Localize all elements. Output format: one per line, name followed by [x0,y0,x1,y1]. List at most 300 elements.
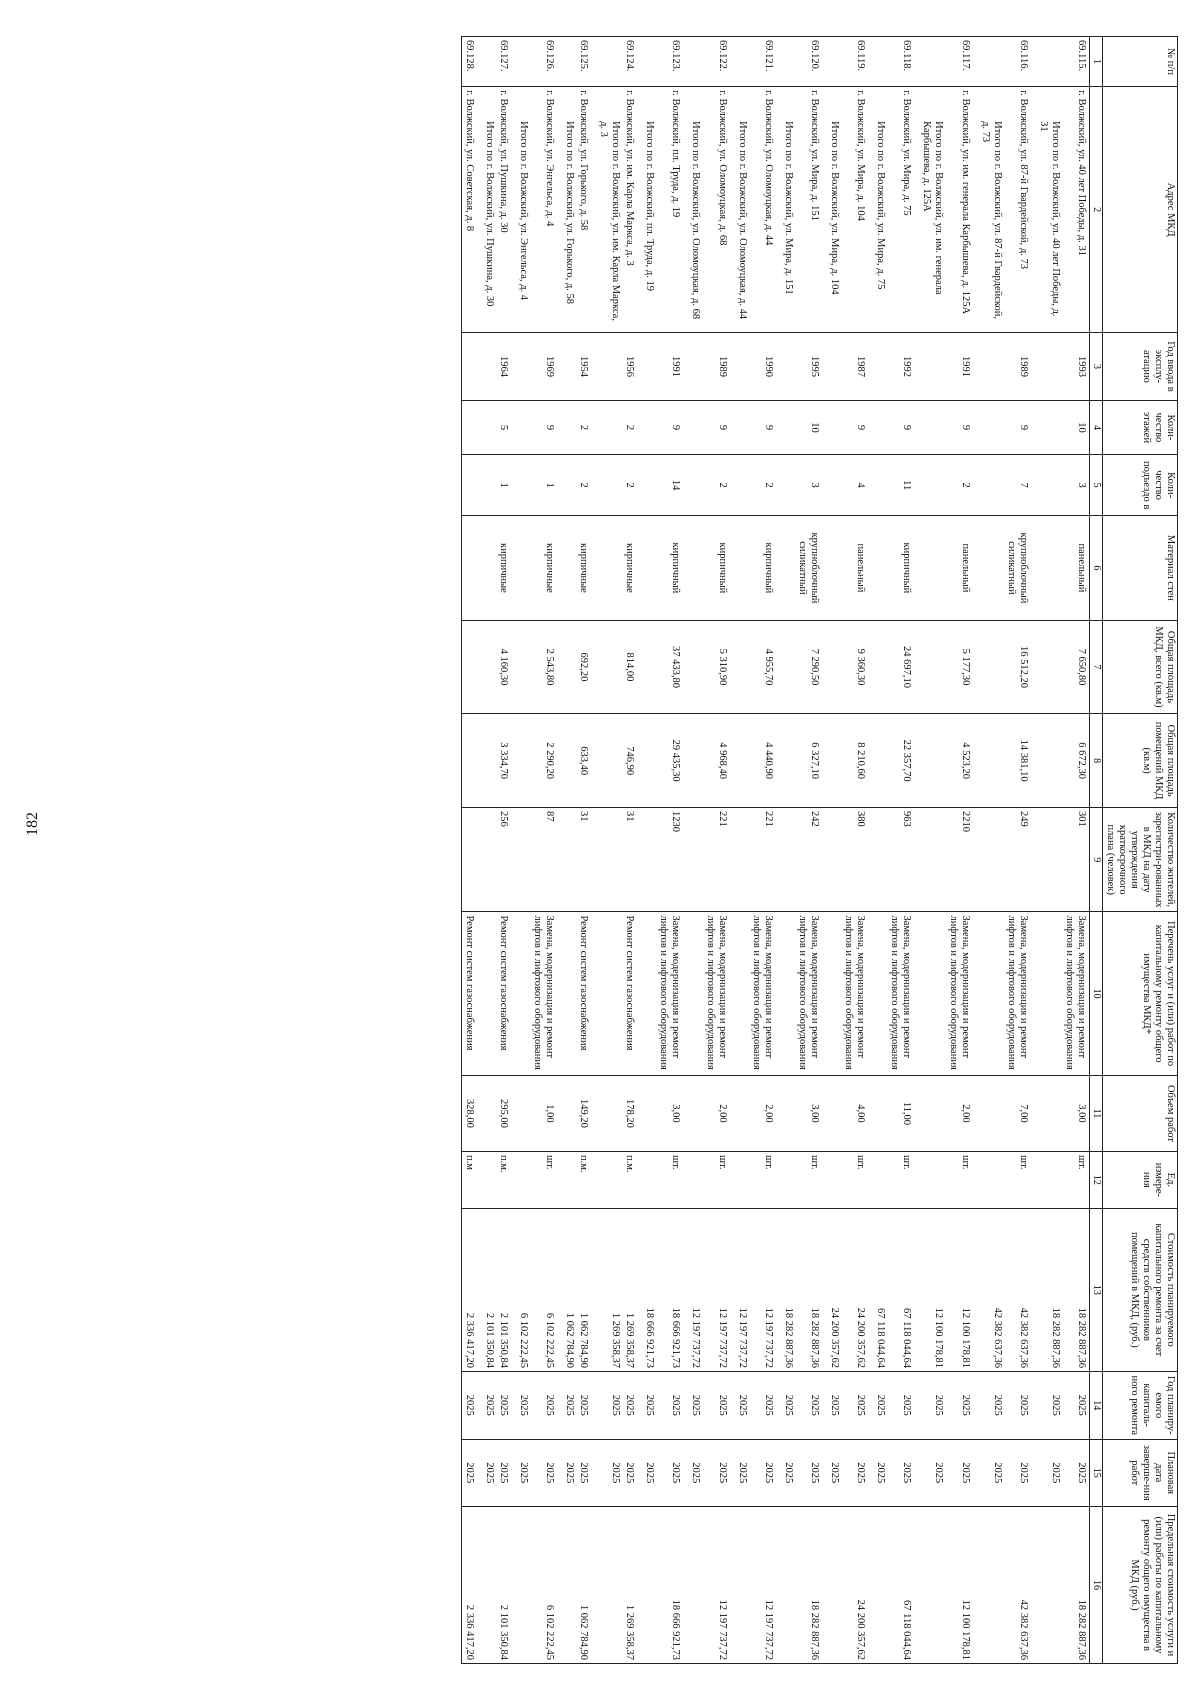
planned-cost-cell: 12 197 737,72 [730,1208,749,1371]
year-built-cell: 1969 [530,333,557,401]
total-row [868,37,887,1664]
planned-cost-cell: 12 197 737,72 [683,1208,702,1371]
premises-area-cell: 14 381,10 [1004,714,1031,808]
unit-cell: шт. [946,1152,973,1209]
table-body [461,37,1090,1664]
entrances-cell [591,455,622,516]
repair-year-cell: 2025 [730,1372,749,1440]
residents-cell: 31 [576,807,591,912]
column-header-7: Общая площадь МКД, всего (кв.м) [1102,620,1177,714]
column-number-6: 6 [1090,516,1103,621]
residents-cell: 380 [841,807,868,912]
address-cell: г. Волжский, ул. Горького, д. 58 [576,87,591,333]
repair-year-cell: 2025 [946,1372,973,1440]
total-area-cell: 4 955,70 [749,620,776,714]
year-built-cell: 1989 [703,333,730,401]
column-number-4: 4 [1090,400,1103,454]
column-number-14: 14 [1090,1372,1103,1440]
row-number-cell [822,37,841,87]
work-volume-cell: 328,00 [461,1075,477,1151]
row-number-cell [868,37,887,87]
residents-cell [973,807,1004,912]
completion-date-cell: 2025 [557,1439,576,1507]
total-area-cell: 24 697,10 [887,620,914,714]
entrances-cell [730,455,749,516]
address-cell: Итого по г. Волжский, ул. Энгельса, д. 4 [511,87,530,333]
unit-cell: п.м [461,1152,477,1209]
wall-material-cell [477,516,496,621]
unit-cell [591,1152,622,1209]
column-number-7: 7 [1090,620,1103,714]
work-volume-cell [557,1075,576,1151]
total-area-cell: 7 650,80 [1062,620,1090,714]
work-volume-cell [477,1075,496,1151]
premises-area-cell: 3 334,70 [496,714,511,808]
max-cost-cell [730,1507,749,1664]
premises-area-cell: 633,40 [576,714,591,808]
work-list-cell: Замена, модернизация и ремонт лифтов и лифтового оборудования [1062,912,1090,1075]
residents-cell [868,807,887,912]
unit-cell: п.м. [496,1152,511,1209]
table-row [703,37,730,1664]
row-number-cell: 69.117. [946,37,973,87]
premises-area-cell: 22 357,70 [887,714,914,808]
residents-cell [591,807,622,912]
residents-cell: 221 [749,807,776,912]
year-built-cell: 1995 [795,333,822,401]
address-cell: г. Волжский, ул. 87-й Гвардейской, д. 73 [1004,87,1031,333]
floors-cell: 2 [622,400,637,454]
table-row [530,37,557,1664]
work-volume-cell: 7,00 [1004,1075,1031,1151]
planned-cost-cell: 67 118 044,64 [887,1208,914,1371]
row-number-cell [477,37,496,87]
address-cell: г. Волжский, ул. Мира, д. 104 [841,87,868,333]
unit-cell: шт. [1004,1152,1031,1209]
completion-date-cell: 2025 [461,1439,477,1507]
completion-date-cell: 2025 [795,1439,822,1507]
row-number-cell [591,37,622,87]
max-cost-cell [776,1507,795,1664]
planned-cost-cell: 12 100 178,81 [914,1208,945,1371]
table-row [461,37,477,1664]
repair-plan-table [461,36,1178,1664]
wall-material-cell: кирпичные [530,516,557,621]
work-volume-cell: 178,20 [622,1075,637,1151]
year-built-cell: 1956 [622,333,637,401]
wall-material-cell [683,516,702,621]
residents-cell: 31 [622,807,637,912]
work-list-cell [730,912,749,1075]
floors-cell [973,400,1004,454]
planned-cost-cell: 2 101 350,84 [477,1208,496,1371]
max-cost-cell: 67 118 044,64 [887,1507,914,1664]
floors-cell [511,400,530,454]
column-header-15: Плановая дата заверше-ния работ [1102,1439,1177,1507]
column-header-11: Объем работ [1102,1075,1177,1151]
planned-cost-cell: 24 200 357,62 [841,1208,868,1371]
total-area-cell [683,620,702,714]
planned-cost-cell: 12 100 178,81 [946,1208,973,1371]
total-area-cell: 16 512,20 [1004,620,1031,714]
work-volume-cell: 149,20 [576,1075,591,1151]
work-list-cell [591,912,622,1075]
unit-cell [822,1152,841,1209]
unit-cell: п.м. [622,1152,637,1209]
floors-cell [730,400,749,454]
completion-date-cell: 2025 [749,1439,776,1507]
unit-cell: шт. [703,1152,730,1209]
total-area-cell [776,620,795,714]
address-cell: г. Волжский, ул. Советская, д. 8 [461,87,477,333]
column-number-16: 16 [1090,1507,1103,1664]
premises-area-cell [511,714,530,808]
repair-year-cell: 2025 [496,1372,511,1440]
planned-cost-cell: 18 666 921,73 [656,1208,683,1371]
row-number-cell [730,37,749,87]
premises-area-cell [730,714,749,808]
column-header-3: Год ввода в эксплу-атацию [1102,333,1177,401]
completion-date-cell: 2025 [622,1439,637,1507]
total-area-cell [591,620,622,714]
total-row [637,37,656,1664]
entrances-cell: 3 [795,455,822,516]
wall-material-cell: кирпичный [887,516,914,621]
floors-cell: 9 [1004,400,1031,454]
column-number-3: 3 [1090,333,1103,401]
unit-cell [557,1152,576,1209]
repair-year-cell: 2025 [576,1372,591,1440]
total-area-cell [477,620,496,714]
address-cell: г. Волжский, ул. Пушкина, д. 30 [496,87,511,333]
address-cell: г. Волжский, ул. Оломоуцкая, д. 44 [749,87,776,333]
column-header-13: Стоимость планируемого капитального ремонта за счет средств собственников помещений в МКД, (руб.) [1102,1208,1177,1371]
work-list-cell: Замена, модернизация и ремонт лифтов и лифтового оборудования [841,912,868,1075]
completion-date-cell: 2025 [637,1439,656,1507]
completion-date-cell: 2025 [591,1439,622,1507]
max-cost-cell: 12 100 178,81 [946,1507,973,1664]
max-cost-cell [511,1507,530,1664]
year-built-cell [730,333,749,401]
work-list-cell [557,912,576,1075]
address-cell: Итого по г. Волжский, ул. Пушкина, д. 30 [477,87,496,333]
residents-cell [511,807,530,912]
residents-cell [637,807,656,912]
premises-area-cell [868,714,887,808]
column-number-2: 2 [1090,87,1103,333]
floors-cell: 9 [946,400,973,454]
entrances-cell [511,455,530,516]
table-row [887,37,914,1664]
repair-year-cell: 2025 [914,1372,945,1440]
completion-date-cell: 2025 [656,1439,683,1507]
repair-year-cell: 2025 [1031,1372,1062,1440]
planned-cost-cell: 24 200 357,62 [822,1208,841,1371]
year-built-cell [557,333,576,401]
premises-area-cell: 746,90 [622,714,637,808]
total-area-cell [822,620,841,714]
address-cell: Итого по г. Волжский, ул. им. Карла Маркса, д. 3 [591,87,622,333]
entrances-cell: 2 [703,455,730,516]
year-built-cell [973,333,1004,401]
row-number-cell [511,37,530,87]
unit-cell: шт. [887,1152,914,1209]
repair-year-cell: 2025 [1062,1372,1090,1440]
repair-year-cell: 2025 [591,1372,622,1440]
column-header-16: Предельная стоимость услуги и (или) работы по капитальному ремонту общего имущества в МКД (руб.) [1102,1507,1177,1664]
column-header-5: Коли-чество подъездо в [1102,455,1177,516]
work-volume-cell [868,1075,887,1151]
repair-year-cell: 2025 [703,1372,730,1440]
completion-date-cell: 2025 [496,1439,511,1507]
premises-area-cell: 4 440,90 [749,714,776,808]
wall-material-cell: кирпичные [496,516,511,621]
floors-cell [1031,400,1062,454]
max-cost-cell [637,1507,656,1664]
address-cell: г. Волжский, ул. Мира, д. 151 [795,87,822,333]
residents-cell: 301 [1062,807,1090,912]
total-area-cell: 4 160,30 [496,620,511,714]
floors-cell [637,400,656,454]
unit-cell [1031,1152,1062,1209]
residents-cell [1031,807,1062,912]
total-row [914,37,945,1664]
work-volume-cell: 3,00 [656,1075,683,1151]
total-row [973,37,1004,1664]
work-list-cell: Замена, модернизация и ремонт лифтов и лифтового оборудования [703,912,730,1075]
work-list-cell [868,912,887,1075]
row-number-cell: 69.128. [461,37,477,87]
year-built-cell: 1991 [946,333,973,401]
planned-cost-cell: 6 102 222,45 [511,1208,530,1371]
repair-year-cell: 2025 [656,1372,683,1440]
column-number-row [1090,37,1103,1664]
premises-area-cell [776,714,795,808]
residents-cell [730,807,749,912]
premises-area-cell [683,714,702,808]
completion-date-cell: 2025 [973,1439,1004,1507]
premises-area-cell: 29 435,30 [656,714,683,808]
repair-year-cell: 2025 [683,1372,702,1440]
row-number-cell: 69.125. [576,37,591,87]
wall-material-cell [637,516,656,621]
floors-cell [683,400,702,454]
work-list-cell: Замена, модернизация и ремонт лифтов и лифтового оборудования [656,912,683,1075]
wall-material-cell: панельный [946,516,973,621]
year-built-cell: 1993 [1062,333,1090,401]
work-volume-cell: 3,00 [1062,1075,1090,1151]
entrances-cell: 4 [841,455,868,516]
address-cell: Итого по г. Волжский, пл. Труда, д. 19 [637,87,656,333]
total-row [776,37,795,1664]
planned-cost-cell: 1 269 358,37 [622,1208,637,1371]
total-area-cell: 9 360,30 [841,620,868,714]
work-list-cell: Замена, модернизация и ремонт лифтов и лифтового оборудования [795,912,822,1075]
year-built-cell: 1991 [656,333,683,401]
premises-area-cell [973,714,1004,808]
repair-year-cell: 2025 [841,1372,868,1440]
row-number-cell: 69.122. [703,37,730,87]
wall-material-cell [591,516,622,621]
work-list-cell: Замена, модернизация и ремонт лифтов и лифтового оборудования [749,912,776,1075]
address-cell: Итого по г. Волжский, ул. 40 лет Победы, д. 31 [1031,87,1062,333]
address-cell: Итого по г. Волжский, ул. им. генерала Карбышева, д. 125А [914,87,945,333]
address-cell: г. Волжский, ул. Энгельса, д. 4 [530,87,557,333]
entrances-cell: 1 [496,455,511,516]
table-row [576,37,591,1664]
address-cell: г. Волжский, ул. Оломоуцкая, д. 68 [703,87,730,333]
repair-year-cell: 2025 [511,1372,530,1440]
wall-material-cell [776,516,795,621]
unit-cell [637,1152,656,1209]
completion-date-cell: 2025 [511,1439,530,1507]
column-header-6: Материал стен [1102,516,1177,621]
unit-cell [511,1152,530,1209]
year-built-cell [511,333,530,401]
floors-cell: 5 [496,400,511,454]
table-row [1004,37,1031,1664]
entrances-cell [776,455,795,516]
entrances-cell: 2 [622,455,637,516]
work-list-cell [1031,912,1062,1075]
residents-cell [461,807,477,912]
work-list-cell [477,912,496,1075]
wall-material-cell [461,516,477,621]
address-cell: г. Волжский, ул. 40 лет Победы, д. 31 [1062,87,1090,333]
floors-cell [557,400,576,454]
residents-cell [557,807,576,912]
column-number-13: 13 [1090,1208,1103,1371]
planned-cost-cell: 18 282 887,36 [1031,1208,1062,1371]
row-number-cell [557,37,576,87]
row-number-cell [973,37,1004,87]
repair-year-cell: 2025 [1004,1372,1031,1440]
planned-cost-cell: 67 118 044,64 [868,1208,887,1371]
unit-cell: шт. [1062,1152,1090,1209]
max-cost-cell: 18 282 887,36 [795,1507,822,1664]
premises-area-cell [637,714,656,808]
premises-area-cell [1031,714,1062,808]
column-header-14: Год планиру-емого капиталь-ного ремонта [1102,1372,1177,1440]
completion-date-cell: 2025 [576,1439,591,1507]
planned-cost-cell: 42 382 637,36 [973,1208,1004,1371]
residents-cell: 221 [703,807,730,912]
row-number-cell: 69.118. [887,37,914,87]
column-number-5: 5 [1090,455,1103,516]
row-number-cell [637,37,656,87]
header-row [1102,37,1177,1664]
column-number-9: 9 [1090,807,1103,912]
entrances-cell [1031,455,1062,516]
max-cost-cell [591,1507,622,1664]
wall-material-cell [511,516,530,621]
entrances-cell: 3 [1062,455,1090,516]
max-cost-cell [683,1507,702,1664]
year-built-cell: 1992 [887,333,914,401]
wall-material-cell: кирпичные [576,516,591,621]
max-cost-cell [868,1507,887,1664]
max-cost-cell: 2 336 417,20 [461,1507,477,1664]
entrances-cell [557,455,576,516]
premises-area-cell [477,714,496,808]
entrances-cell [914,455,945,516]
wall-material-cell [914,516,945,621]
floors-cell [776,400,795,454]
year-built-cell [868,333,887,401]
total-row [511,37,530,1664]
total-area-cell [914,620,945,714]
planned-cost-cell: 12 197 737,72 [703,1208,730,1371]
page-number: 182 [24,812,41,836]
row-number-cell: 69.121. [749,37,776,87]
row-number-cell: 69.115. [1062,37,1090,87]
total-area-cell [868,620,887,714]
max-cost-cell: 42 382 637,36 [1004,1507,1031,1664]
max-cost-cell: 12 197 737,72 [749,1507,776,1664]
floors-cell [914,400,945,454]
column-number-11: 11 [1090,1075,1103,1151]
column-number-15: 15 [1090,1439,1103,1507]
wall-material-cell: кирпичные [622,516,637,621]
residents-cell: 249 [1004,807,1031,912]
max-cost-cell: 12 197 737,72 [703,1507,730,1664]
column-number-10: 10 [1090,912,1103,1075]
unit-cell: шт. [530,1152,557,1209]
entrances-cell: 7 [1004,455,1031,516]
wall-material-cell [973,516,1004,621]
work-volume-cell: 295,00 [496,1075,511,1151]
planned-cost-cell: 18 666 921,73 [637,1208,656,1371]
row-number-cell: 69.116. [1004,37,1031,87]
premises-area-cell: 6 327,10 [795,714,822,808]
max-cost-cell [973,1507,1004,1664]
table-row [656,37,683,1664]
premises-area-cell: 4 968,40 [703,714,730,808]
table-row [496,37,511,1664]
row-number-cell [1031,37,1062,87]
unit-cell [477,1152,496,1209]
unit-cell: шт. [749,1152,776,1209]
premises-area-cell [591,714,622,808]
year-built-cell [461,333,477,401]
planned-cost-cell: 6 102 222,45 [530,1208,557,1371]
wall-material-cell: кирпичный [703,516,730,621]
planned-cost-cell: 2 336 417,20 [461,1208,477,1371]
year-built-cell: 1990 [749,333,776,401]
unit-cell: шт. [795,1152,822,1209]
planned-cost-cell: 1 269 358,37 [591,1208,622,1371]
unit-cell [683,1152,702,1209]
completion-date-cell: 2025 [822,1439,841,1507]
wall-material-cell [868,516,887,621]
floors-cell: 9 [841,400,868,454]
total-area-cell [730,620,749,714]
work-volume-cell [683,1075,702,1151]
work-volume-cell: 11,00 [887,1075,914,1151]
year-built-cell [591,333,622,401]
repair-year-cell: 2025 [795,1372,822,1440]
entrances-cell: 2 [946,455,973,516]
completion-date-cell: 2025 [1031,1439,1062,1507]
repair-year-cell: 2025 [637,1372,656,1440]
unit-cell [776,1152,795,1209]
address-cell: Итого по г. Волжский, ул. Горького, д. 58 [557,87,576,333]
work-list-cell [914,912,945,1075]
work-volume-cell: 3,00 [795,1075,822,1151]
work-list-cell [776,912,795,1075]
completion-date-cell: 2025 [477,1439,496,1507]
completion-date-cell: 2025 [683,1439,702,1507]
